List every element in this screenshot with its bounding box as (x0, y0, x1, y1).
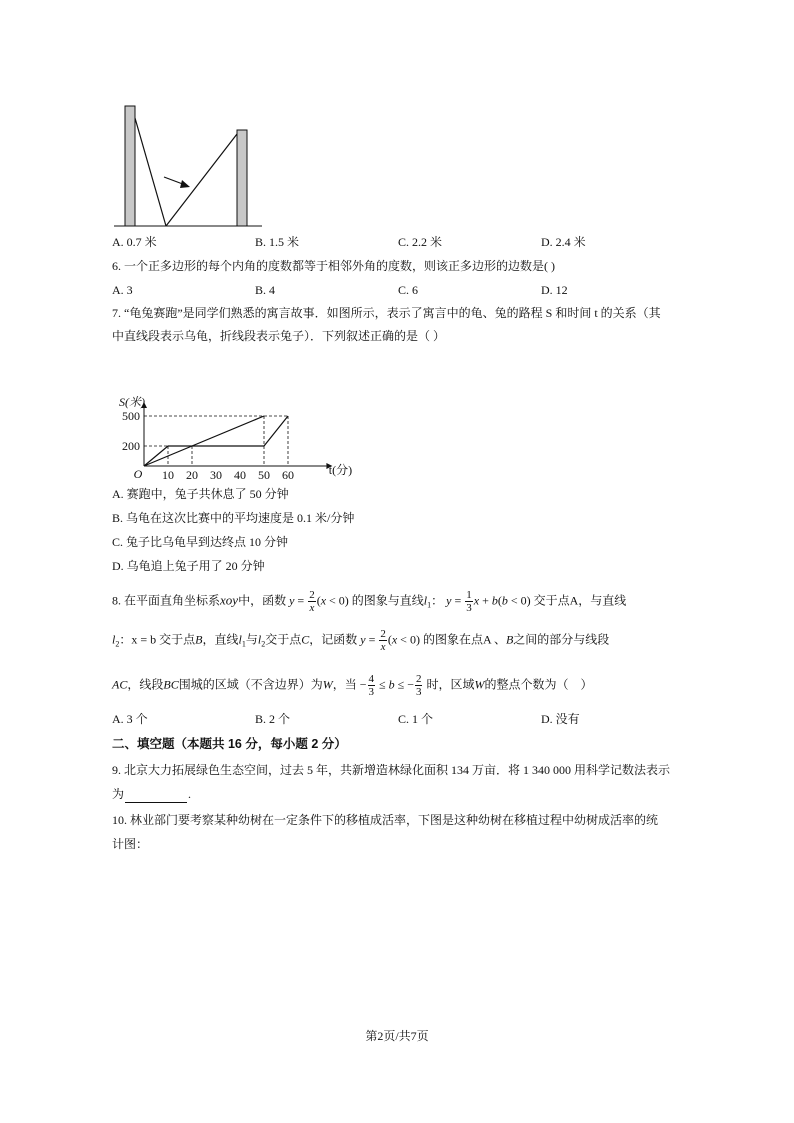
q8-text: ，当 (332, 677, 357, 692)
q10-line2: 计图： (112, 837, 149, 851)
x-tick-label: 40 (234, 468, 246, 482)
q8-text: 与 (245, 632, 258, 647)
q6-option-d: D. 12 (541, 283, 568, 297)
q5-option-d: D. 2.4 米 (541, 235, 586, 249)
ladder-position-2 (166, 134, 237, 226)
page-footer: 第2页/共7页 (365, 1029, 429, 1043)
q8-text: 的图象在点A 、 (422, 632, 506, 647)
x-tick-label: 10 (162, 468, 174, 482)
q6-stem: 6. 一个正多边形的每个内角的度数都等于相邻外角的度数，则该正多边形的边数是( ) (112, 259, 555, 273)
q8-text: 交于点A，与直线 (533, 593, 627, 608)
ladder-figure (110, 100, 270, 230)
q10-line1: 10. 林业部门要考察某种幼树在一定条件下的移植成活率，下图是这种幼树在移植过程中幼树成活率的统 (112, 813, 659, 827)
x-tick-label: 60 (282, 468, 294, 482)
q8-line1: 8. 在平面直角坐标系xoy中，函数 y = $\frac{2}{x}$ (x < 0) 的图象与直线$l_1$： y = $\frac{1}{3}$ x + b(b < 0) 交于点A，与直线 (112, 589, 627, 614)
section-2-title: 二、填空题（本题共 16 分，每小题 2 分） (112, 737, 347, 751)
left-wall (125, 106, 135, 226)
q8-line2: $l_2$：x = b 交于点B，直线$l_1$与$l_2$交于点C，记函数 y = $\frac{2}{x}$ (x < 0) 的图象在点A 、B之间的部分与线段 (112, 628, 610, 653)
q6-option-b: B. 4 (255, 283, 276, 297)
q5-option-a: A. 0.7 米 (112, 235, 157, 249)
q6-option-a: A. 3 (112, 283, 133, 297)
q8-text: 的图象与直线 (351, 593, 424, 608)
y-tick-label: 200 (122, 439, 140, 453)
q8-text: 中，函数 (238, 593, 287, 608)
q8-text: 围城的区域（不含边界）为 (178, 677, 323, 692)
q7-stem-line2: 中直线段表示乌龟，折线段表示兔子）．下列叙述正确的是（ ） (112, 329, 446, 343)
origin-label: O (133, 467, 143, 481)
q8-text: 时，区域 (426, 677, 475, 692)
q8-text: 的整点个数为（ ） (484, 677, 593, 692)
q8-option-a: A. 3 个 (112, 712, 148, 726)
q8-text: 之间的部分与线段 (513, 632, 610, 647)
q8-text: 交于点 (265, 632, 302, 647)
y-axis-label: S(米) (119, 395, 145, 409)
q8-option-d: D. 没有 (541, 712, 580, 726)
series-line-straight (144, 416, 264, 466)
q8-text: ，直线 (202, 632, 239, 647)
q9-text: 为 (112, 787, 125, 801)
q8-text: 8. 在平面直角坐标系 (112, 593, 221, 608)
q8-text: ，记函数 (309, 632, 358, 647)
q7-option-d: D. 乌龟追上兔子用了 20 分钟 (112, 559, 265, 573)
race-chart (108, 350, 353, 482)
q8-text: ：x = b 交于点 (119, 632, 196, 647)
q9-answer-blank[interactable] (125, 790, 187, 803)
q7-option-b: B. 乌龟在这次比赛中的平均速度是 0.1 米/分钟 (112, 511, 355, 525)
q7-option-c: C. 兔子比乌龟早到达终点 10 分钟 (112, 535, 289, 549)
q5-option-b: B. 1.5 米 (255, 235, 300, 249)
ladder-position-1 (135, 118, 166, 226)
q8-option-b: B. 2 个 (255, 712, 291, 726)
q8-line3: AC，线段BC围城的区域（不含边界）为W，当 − $\frac{4}{3}$ ≤ b ≤ − $\frac{2}{3}$ 时，区域W的整点个数为（ ） (112, 673, 593, 698)
arrow-head (180, 180, 190, 188)
q9-text: . (188, 787, 192, 801)
x-tick-label: 20 (186, 468, 198, 482)
q9-line2 (112, 785, 191, 803)
q8-text: ，线段 (127, 677, 164, 692)
q9-line1: 9. 北京大力拓展绿色生态空间，过去 5 年，共新增造林绿化面积 134 万亩．将 1 340 000 用科学记数法表示 (112, 763, 671, 777)
x-axis-label: t(分) (328, 463, 353, 477)
q5-option-c: C. 2.2 米 (398, 235, 443, 249)
q7-stem-line1: 7. “龟兔赛跑”是同学们熟悉的寓言故事．如图所示，表示了寓言中的龟、兔的路程 S 和时间 t 的关系（其 (112, 306, 661, 320)
q8-coord-system: xoy (220, 592, 239, 608)
q8-option-c: C. 1 个 (398, 712, 434, 726)
q7-option-a: A. 赛跑中，兔子共休息了 50 分钟 (112, 487, 289, 501)
x-tick-label: 30 (210, 468, 222, 482)
series-line-polyline (144, 416, 288, 466)
right-wall (237, 130, 247, 226)
y-tick-label: 500 (122, 409, 140, 423)
q6-option-c: C. 6 (398, 283, 419, 297)
x-tick-label: 50 (258, 468, 270, 482)
